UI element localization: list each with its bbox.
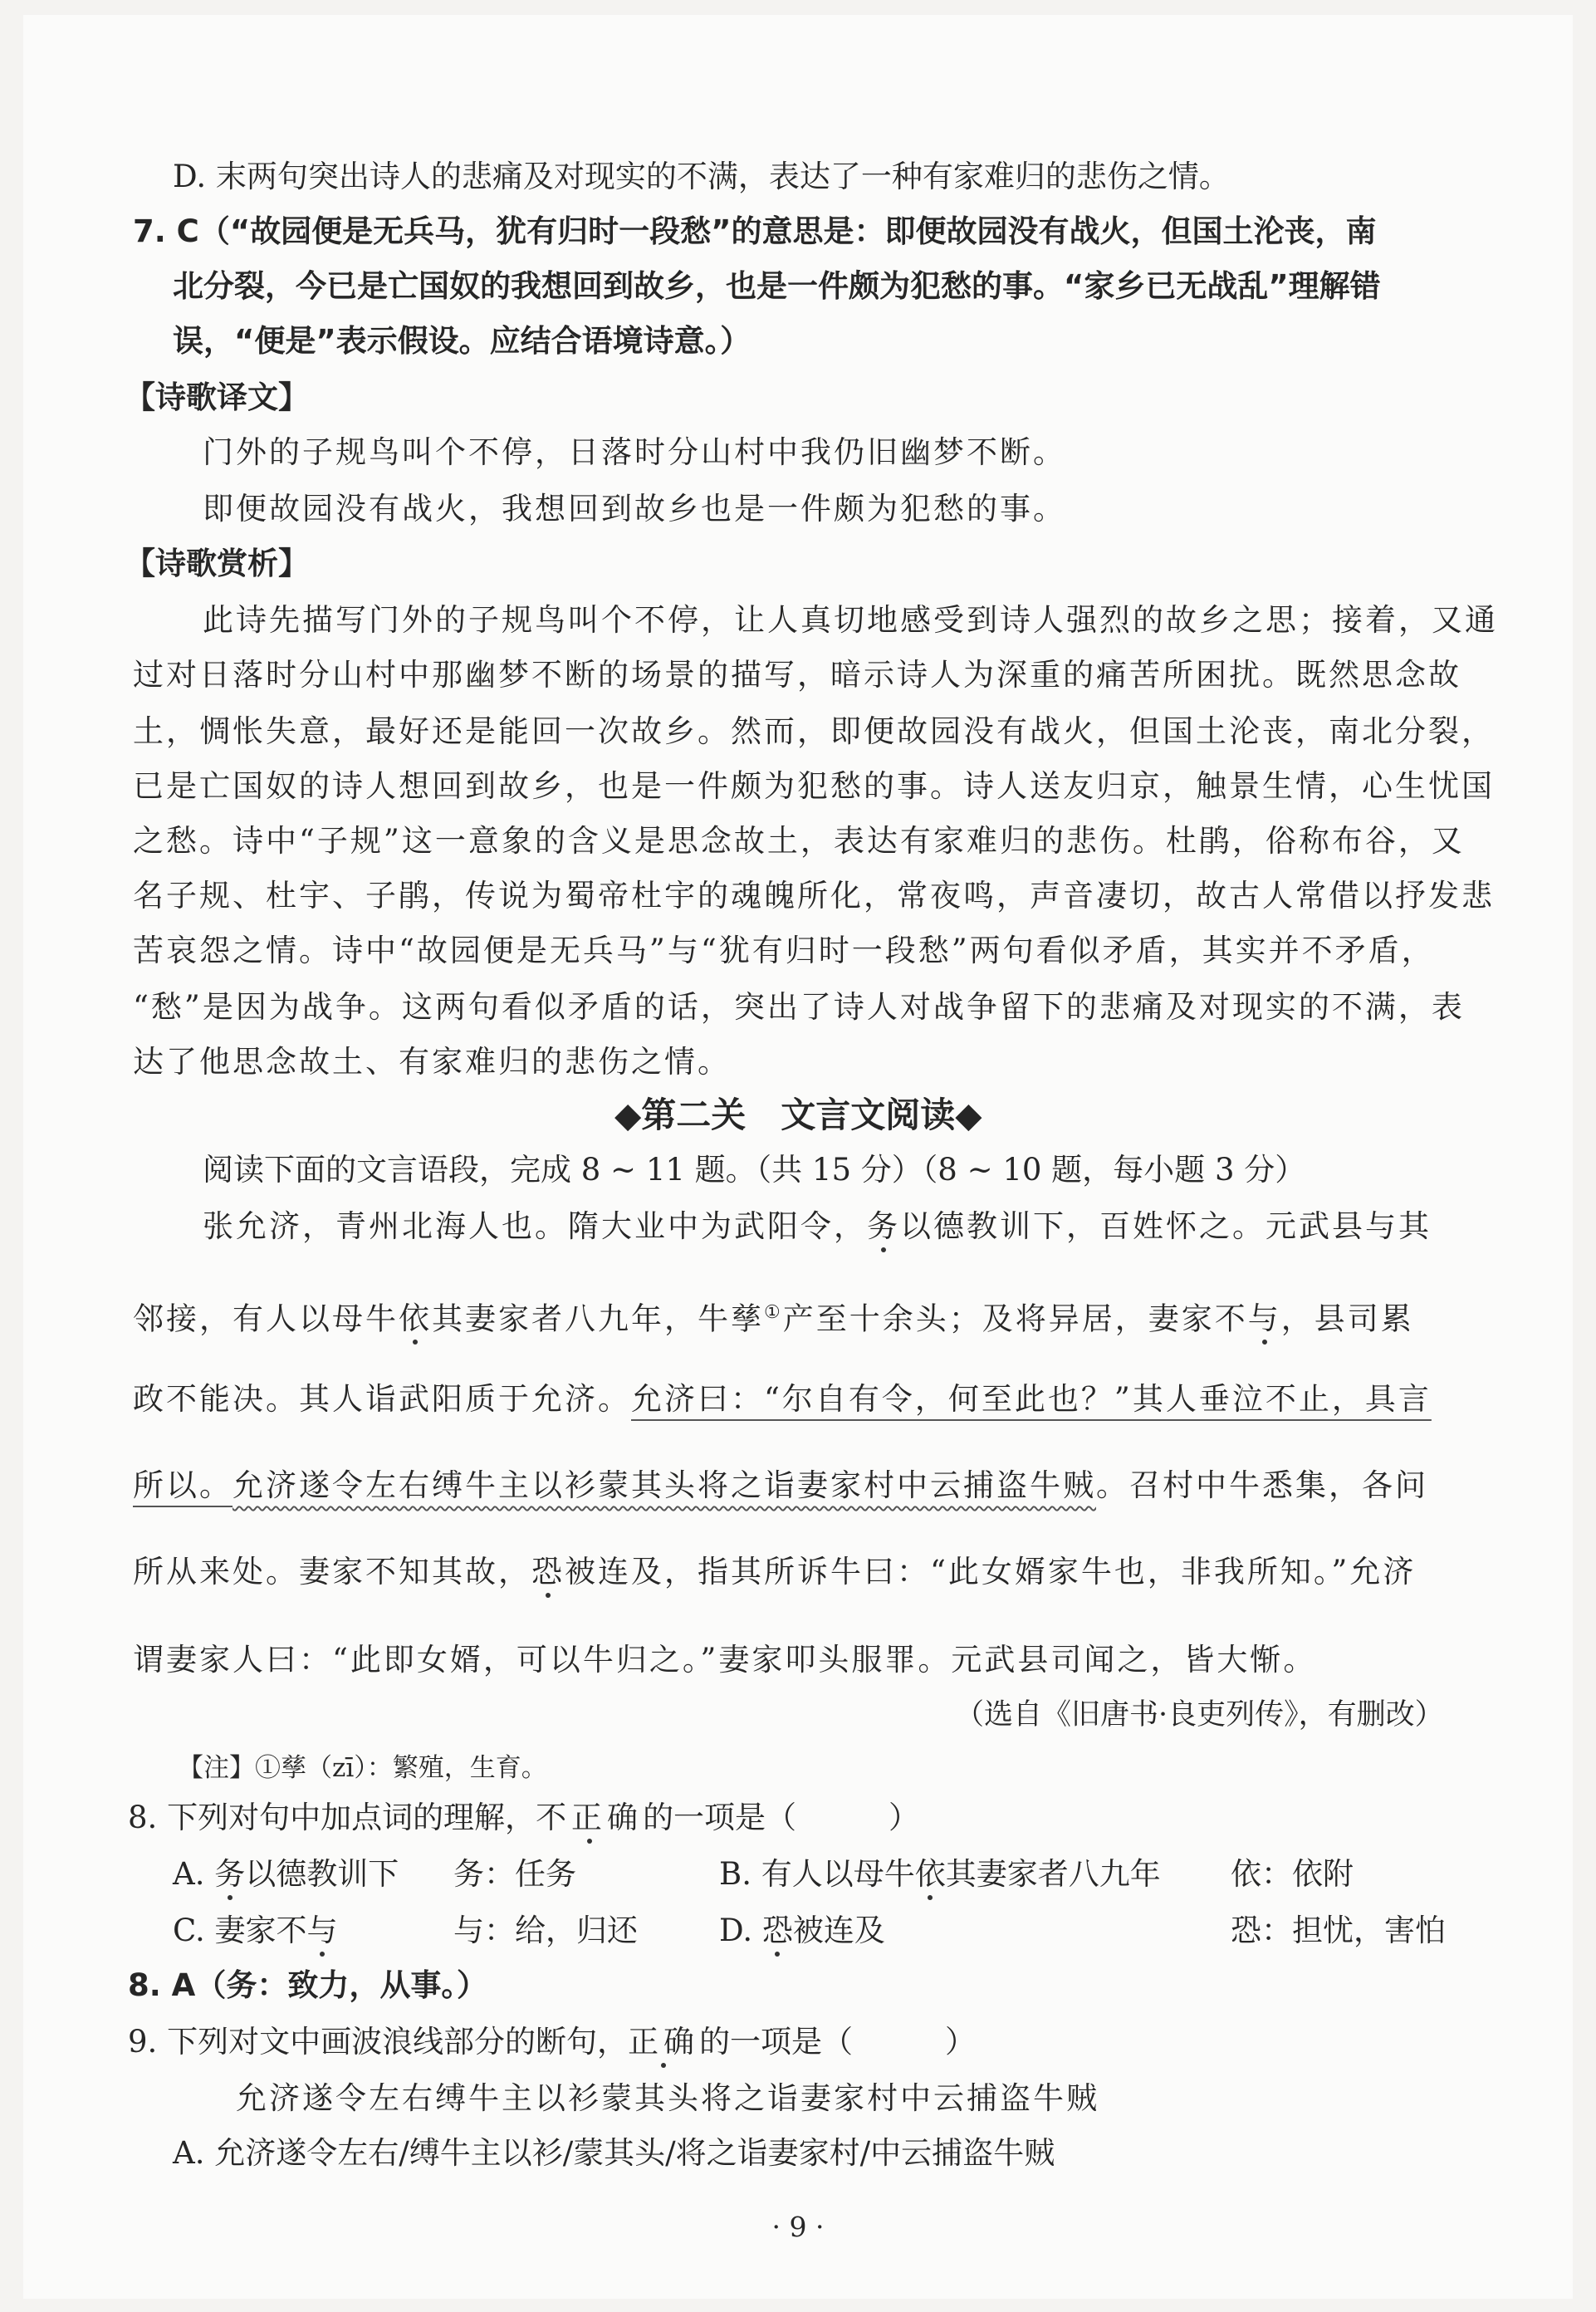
dotted-word: 依: [914, 1856, 946, 1892]
passage-text: 张允济，青州北海人也。隋大业中为武阳令，: [203, 1208, 867, 1244]
translation-line-1: 门外的子规鸟叫个不停，日落时分山村中我仍旧幽梦不断。: [203, 434, 1066, 470]
q9-stem: [128, 2021, 976, 2063]
q9-stem-text: 9. 下列对文中画波浪线部分的断句，: [128, 2024, 629, 2060]
section-title: ◆第二关 文言文阅读◆: [614, 1095, 982, 1135]
option-label: B. 有人以母牛: [719, 1856, 915, 1892]
q8-emphasis: [536, 1800, 643, 1835]
passage-line-5: [133, 1551, 1416, 1593]
q8-stem: [128, 1797, 919, 1839]
q6-option-d: D. 末两句突出诗人的悲痛及对现实的不满，表达了一种有家难归的悲伤之情。: [173, 159, 1230, 194]
passage-line-4: [133, 1465, 1428, 1506]
passage-line-1: [203, 1206, 1432, 1247]
q8-option-d-gloss: 恐：担忧，害怕: [1231, 1913, 1446, 1948]
underlined-sentence: 允济曰：“尔自有令，何至此也？”其人垂泣不止，具言: [631, 1381, 1432, 1417]
dotted-word-yi: 依: [399, 1300, 432, 1337]
underlined-sentence-end: 所以。: [133, 1467, 233, 1503]
q9-sentence: 允济遂令左右缚牛主以衫蒙其头将之诣妻家村中云捕盗牛贼: [236, 2080, 1099, 2116]
dotted-word-wu: 务: [867, 1208, 900, 1244]
q8-option-b-gloss: 依：依附: [1231, 1856, 1354, 1892]
appreciation-line-8: “愁”是因为战争。这两句看似矛盾的话，突出了诗人对战争留下的悲痛及对现实的不满，表: [133, 989, 1465, 1025]
emphasis-dotted-word: 正确: [628, 2024, 700, 2060]
translation-heading: 【诗歌译文】: [125, 380, 309, 415]
q9-stem-text: 的一项是（ ）: [699, 2024, 977, 2060]
passage-text: 。召村中牛悉集，各问: [1096, 1467, 1428, 1503]
q8-option-c: [173, 1910, 338, 1952]
dotted-word-yu: 与: [1247, 1300, 1281, 1337]
passage-text: 政不能决。其人诣武阳质于允济。: [133, 1381, 631, 1417]
q7-answer-line-3: 误，“便是”表示假设。应结合语境诗意。）: [173, 323, 751, 359]
appreciation-line-3: 土，惆怅失意，最好还是能回一次故乡。然而，即便故园没有战火，但国土沦丧，南北分裂，: [133, 713, 1495, 749]
passage-line-2: [133, 1292, 1414, 1340]
appreciation-line-9: 达了他思念故土、有家难归的悲伤之情。: [133, 1044, 731, 1080]
appreciation-line-1: 此诗先描写门外的子规鸟叫个不停，让人真切地感受到诗人强烈的故乡之思；接着，又通: [203, 602, 1498, 638]
passage-line-3: [133, 1379, 1432, 1420]
passage-text: 其妻家者八九年，牛孳: [432, 1300, 764, 1337]
q8-stem-text: 8. 下列对句中加点词的理解，: [128, 1800, 536, 1835]
q7-answer-line-1: 7. C（“故园便是无兵马，犹有归时一段愁”的意思是：即便故园没有战火，但国土沦丧，南: [133, 213, 1377, 249]
q8-option-a-gloss: 务：任务: [453, 1856, 576, 1892]
dotted-word: 恐: [761, 1913, 793, 1948]
dotted-word: 务: [214, 1856, 246, 1892]
appreciation-heading: 【诗歌赏析】: [125, 546, 309, 581]
footnote-marker: ①: [764, 1302, 783, 1323]
dotted-word: 与: [306, 1913, 338, 1948]
q8-option-d: [719, 1910, 885, 1952]
footnote: 【注】①孳（zī）：繁殖，生育。: [178, 1753, 547, 1783]
passage-text: 被连及，指其所诉牛曰：“此女婿家牛也，非我所知。”允济: [565, 1554, 1417, 1590]
option-label: A.: [173, 1856, 215, 1892]
appreciation-line-7: 苦哀怨之情。诗中“故园便是无兵马”与“犹有归时一段愁”两句看似矛盾，其实并不矛盾，: [133, 933, 1435, 968]
q8-option-c-gloss: 与：给，归还: [453, 1913, 638, 1948]
passage-text: 以德教训下，百姓怀之。元武县与其: [900, 1208, 1432, 1244]
passage-text: 所从来处。妻家不知其故，: [133, 1554, 531, 1590]
passage-text: ，县司累: [1280, 1300, 1414, 1337]
q9-option-a: A. 允济遂令左右/缚牛主以衫/蒙其头/将之诣妻家村/中云捕盗牛贼: [173, 2135, 1055, 2171]
appreciation-line-2: 过对日落时分山村中那幽梦不断的场景的描写，暗示诗人为深重的痛苦所困扰。既然思念故: [133, 657, 1461, 693]
appreciation-line-5: 之愁。诗中“子规”这一意象的含义是思念故土，表达有家难归的悲伤。杜鹃，俗称布谷，又: [133, 823, 1465, 859]
option-text: 以德教训下: [245, 1856, 399, 1892]
q8-answer: 8. A（务：致力，从事。）: [128, 1967, 487, 2003]
page-number: · 9 ·: [771, 2211, 825, 2243]
passage-text: 产至十余头；及将异居，妻家不: [782, 1300, 1248, 1337]
passage-source: （选自《旧唐书·良吏列传》，有删改）: [955, 1698, 1444, 1732]
passage-line-6: 谓妻家人曰：“此即女婿，可以牛归之。”妻家叩头服罪。元武县司闻之，皆大惭。: [133, 1642, 1317, 1678]
appreciation-line-4: 已是亡国奴的诗人想回到故乡，也是一件颇为犯愁的事。诗人送友归京，触景生情，心生忧国: [133, 768, 1495, 804]
wavy-underlined-sentence: 允济遂令左右缚牛主以衫蒙其头将之诣妻家村中云捕盗牛贼: [233, 1467, 1096, 1503]
dotted-word-kong: 恐: [531, 1554, 565, 1590]
option-label: D.: [719, 1913, 762, 1948]
option-text: 被连及: [792, 1913, 885, 1948]
q8-option-b: [719, 1854, 1161, 1895]
translation-line-2: 即便故园没有战火，我想回到故乡也是一件颇为犯愁的事。: [203, 491, 1066, 527]
q8-stem-text: 的一项是（ ）: [643, 1800, 920, 1835]
emphasis-dotted-word: 不正确: [536, 1800, 644, 1835]
appreciation-line-6: 名子规、杜宇、子鹃，传说为蜀帝杜宇的魂魄所化，常夜鸣，声音凄切，故古人常借以抒发悲: [133, 878, 1495, 914]
option-text: 其妻家者八九年: [945, 1856, 1161, 1892]
q7-answer-line-2: 北分裂，今已是亡国奴的我想回到故乡，也是一件颇为犯愁的事。“家乡已无战乱”理解错: [173, 268, 1381, 304]
reading-instruction: 阅读下面的文言语段，完成 8 ~ 11 题。（共 15 分）（8 ~ 10 题，每小题 3 分）: [203, 1152, 1306, 1188]
q8-option-a: [173, 1854, 399, 1895]
passage-text: 邻接，有人以母牛: [133, 1300, 399, 1337]
option-label: C. 妻家不: [173, 1913, 307, 1948]
